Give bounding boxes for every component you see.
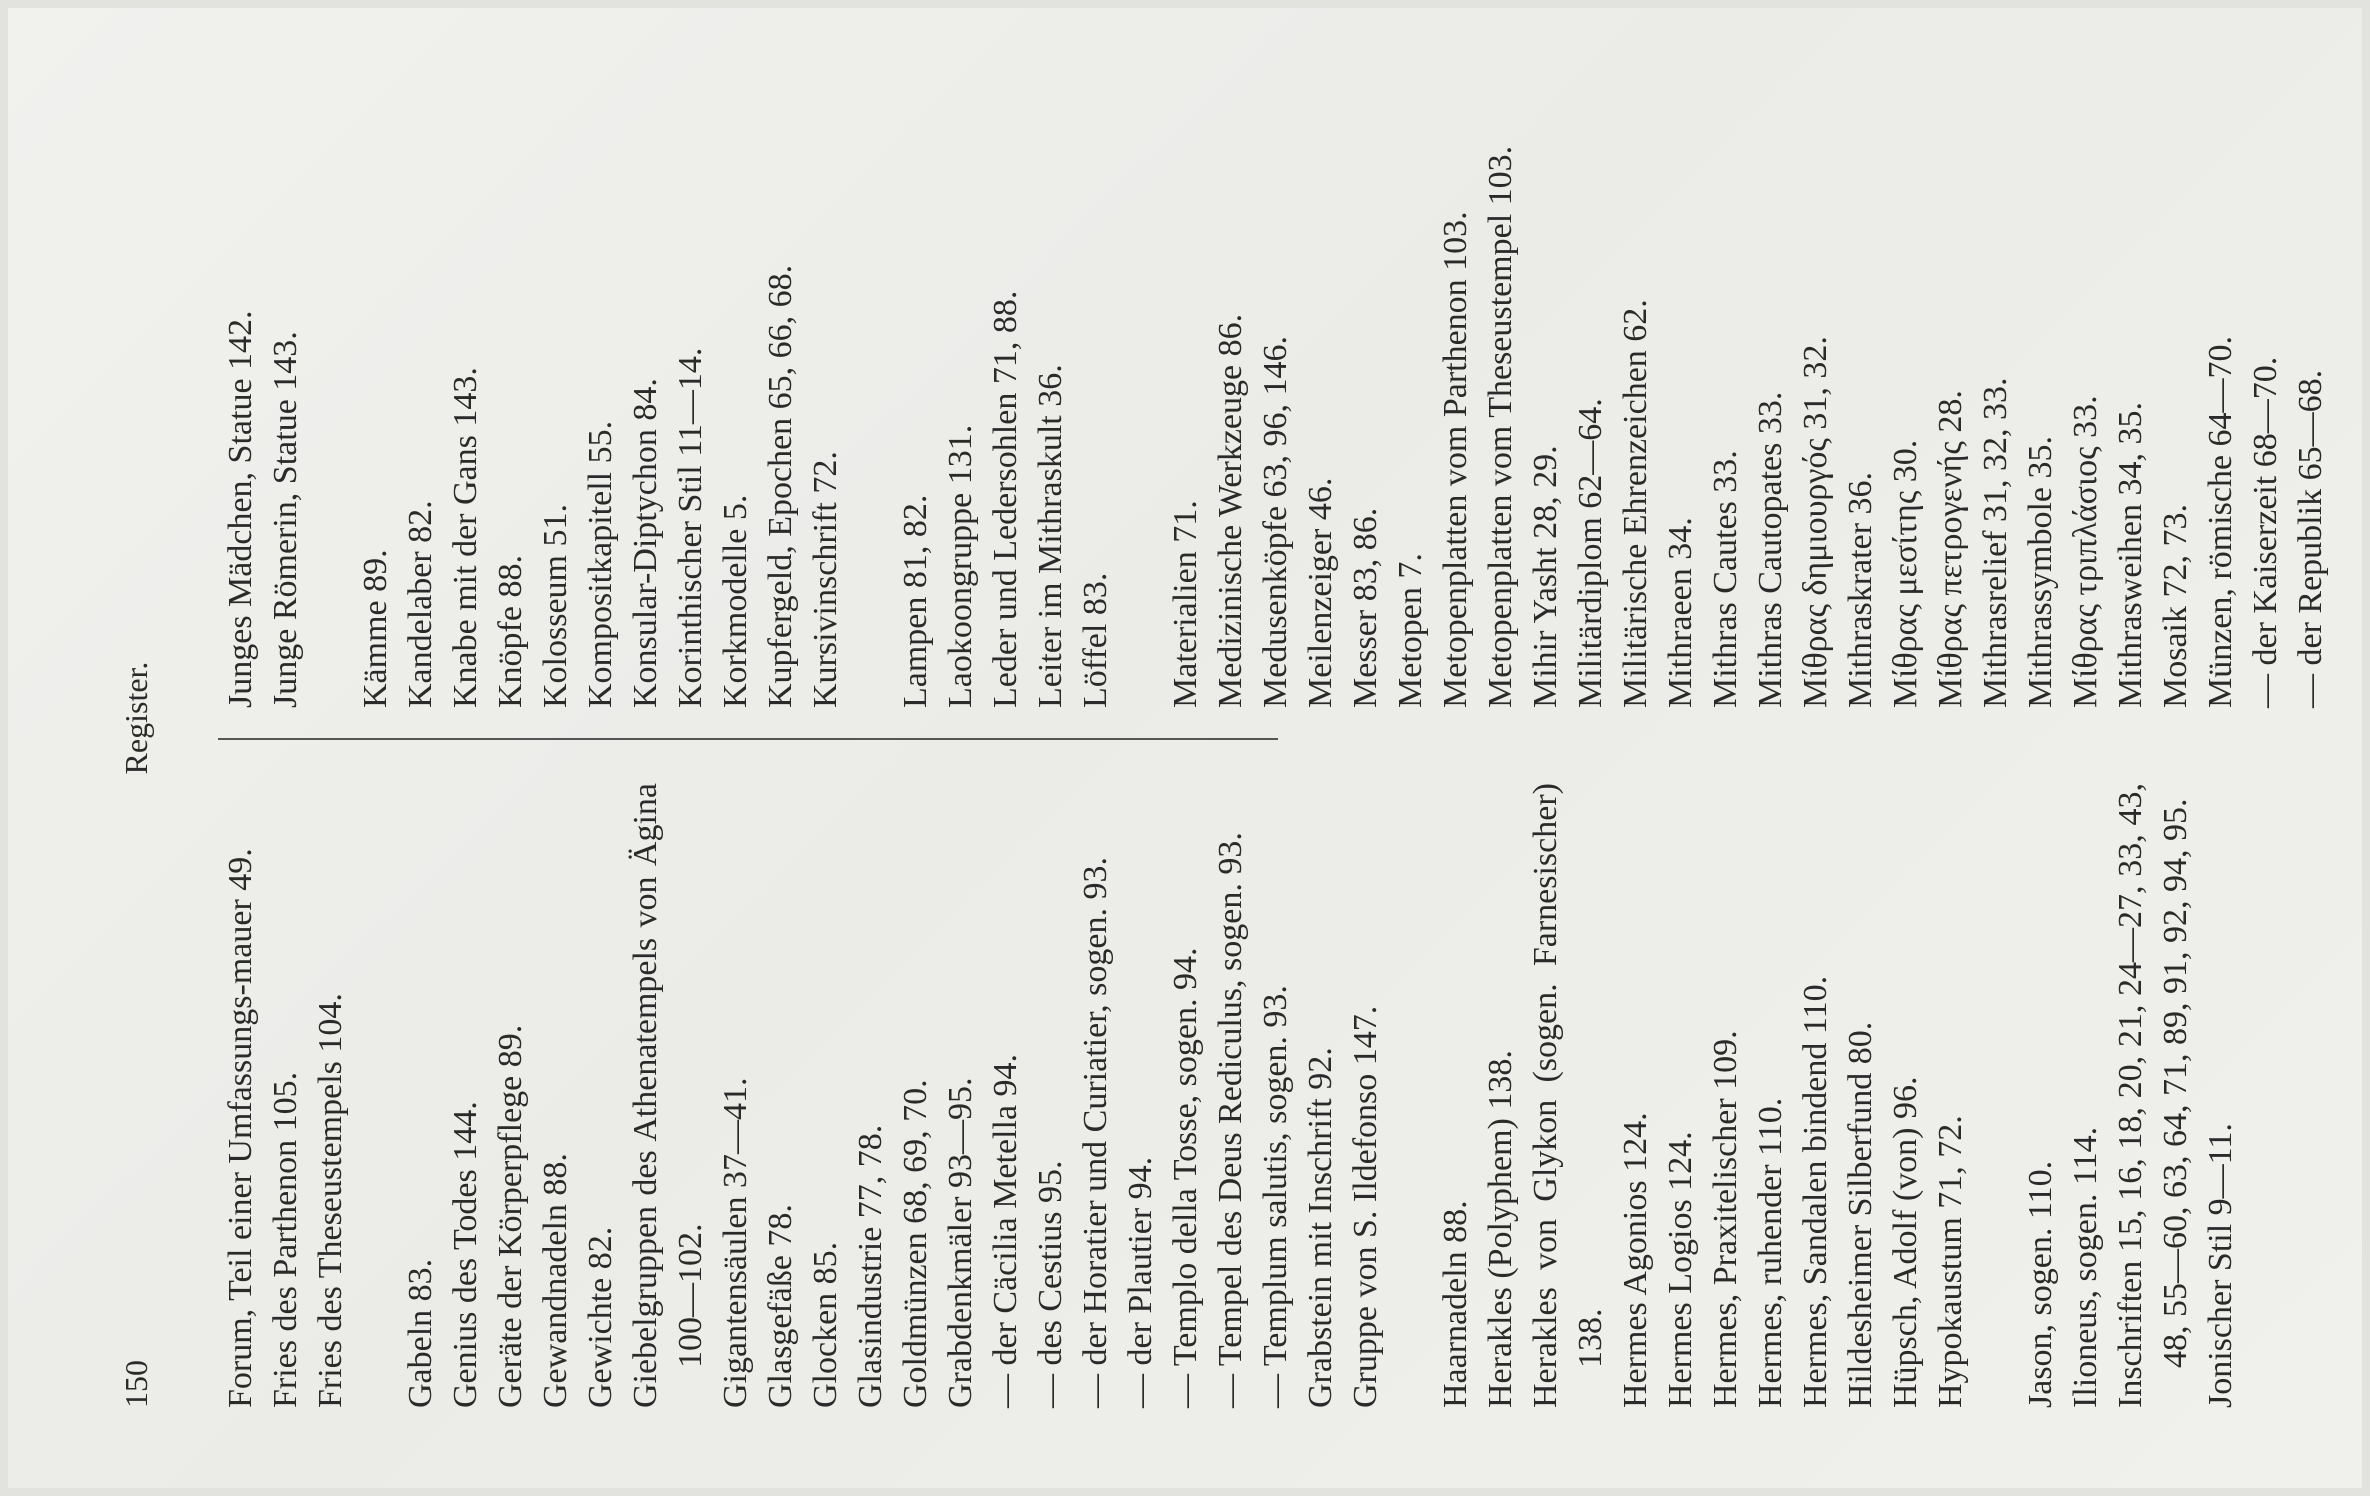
index-entry: Laokoongruppe 131. bbox=[942, 424, 979, 708]
section-gap bbox=[1973, 783, 2018, 1408]
index-entry: Kämme 89. bbox=[357, 549, 394, 708]
page-title: Register. bbox=[118, 661, 154, 775]
page-header bbox=[118, 28, 188, 1408]
index-entry: Mithras Cautes 33. bbox=[1707, 450, 1744, 708]
section-gap bbox=[353, 783, 398, 1408]
index-entry: — der Horatier und Curiatier, sogen. 93. bbox=[1077, 857, 1114, 1408]
index-entry: Löffel 83. bbox=[1077, 572, 1114, 708]
index-entry: Giebelgruppen des Athenatempels von Ägina 100—102. bbox=[627, 783, 709, 1408]
scanned-page bbox=[8, 8, 2362, 1488]
index-entry: Junges Mädchen, Statue 142. bbox=[222, 310, 259, 708]
index-entry: Hypokaustum 71, 72. bbox=[1932, 1115, 1969, 1408]
index-entry: Kupfergeld, Epochen 65, 66, 68. bbox=[762, 264, 799, 708]
index-entry: Μίθρας μεσίτης 30. bbox=[1887, 439, 1924, 708]
index-entry: Mithraskrater 36. bbox=[1842, 471, 1879, 708]
index-entry: Leiter im Mithraskult 36. bbox=[1032, 364, 1069, 708]
index-entry: Hüpsch, Adolf (von) 96. bbox=[1887, 1076, 1924, 1408]
index-entry: Mosaik 72, 73. bbox=[2157, 504, 2194, 708]
index-entry: — Templum salutis, sogen. 93. bbox=[1257, 985, 1294, 1408]
index-entry: Grabstein mit Inschrift 92. bbox=[1302, 1047, 1339, 1408]
index-entry: — der Cäcilia Metella 94. bbox=[987, 1053, 1024, 1408]
index-entry: Kandelaber 82. bbox=[402, 500, 439, 708]
index-entry: Knöpfe 88. bbox=[492, 555, 529, 708]
index-entry: Militärische Ehrenzeichen 62. bbox=[1617, 299, 1654, 708]
index-entry: Gewichte 82. bbox=[582, 1226, 619, 1408]
index-entry: Mithrasrelief 31, 32, 33. bbox=[1977, 377, 2014, 708]
index-entry: Medusenköpfe 63, 96, 146. bbox=[1257, 335, 1294, 708]
index-entry: Materialien 71. bbox=[1167, 500, 1204, 708]
index-entry: Gabeln 83. bbox=[402, 1258, 439, 1408]
index-entry: Metopenplatten vom Theseustempel 103. bbox=[1482, 145, 1519, 708]
index-entry: Mithras Cautopates 33. bbox=[1752, 391, 1789, 708]
index-entry: Geräte der Körperpflege 89. bbox=[492, 1024, 529, 1408]
index-entry: Μίθρας πετρογενής 28. bbox=[1932, 390, 1969, 708]
index-entry: Mithraeen 34. bbox=[1662, 517, 1699, 708]
section-gap bbox=[1118, 83, 1163, 708]
section-gap bbox=[1388, 783, 1433, 1408]
index-entry: Konsular-Diptychon 84. bbox=[627, 378, 664, 708]
index-entry: Genius des Todes 144. bbox=[447, 1101, 484, 1408]
index-entry: — der Republik 65—68. bbox=[2292, 369, 2329, 708]
index-entry: — Templo della Tosse, sogen. 94. bbox=[1167, 947, 1204, 1408]
index-entry: Hermes Logios 124. bbox=[1662, 1131, 1699, 1408]
index-entry: Jason, sogen. 110. bbox=[2022, 1160, 2059, 1408]
index-entry: Militärdiplom 62—64. bbox=[1572, 398, 1609, 708]
index-entry: Korinthischer Stil 11—14. bbox=[672, 347, 709, 708]
index-entry: Medizinische Werkzeuge 86. bbox=[1212, 313, 1249, 708]
index-entry: Hermes, ruhender 110. bbox=[1752, 1097, 1789, 1408]
index-entry: Lampen 81, 82. bbox=[897, 494, 934, 708]
index-entry: Grabdenkmäler 93—95. bbox=[942, 1077, 979, 1408]
index-entry: Ilioneus, sogen. 114. bbox=[2067, 1126, 2104, 1408]
index-entry: Metopen 7. bbox=[1392, 553, 1429, 708]
left-index-column bbox=[218, 783, 2243, 1408]
index-entry: Fries des Theseustempels 104. bbox=[312, 993, 349, 1408]
index-entry: Münzen, römische 64—70. bbox=[2202, 335, 2239, 708]
index-entry: Metopenplatten vom Parthenon 103. bbox=[1437, 211, 1474, 708]
index-entry: Hermes Agonios 124. bbox=[1617, 1112, 1654, 1408]
index-entry: Messer 83, 86. bbox=[1347, 507, 1384, 708]
section-gap bbox=[308, 83, 353, 708]
column-divider bbox=[218, 738, 1278, 740]
index-entry: Knabe mit der Gans 143. bbox=[447, 367, 484, 708]
index-entry: Haarnadeln 88. bbox=[1437, 1200, 1474, 1408]
index-entry: — der Kaiserzeit 68—70. bbox=[2247, 356, 2284, 708]
index-entry: Junge Römerin, Statue 143. bbox=[267, 331, 304, 708]
index-entry: Jonischer Stil 9—11. bbox=[2202, 1123, 2239, 1408]
index-entry: Glocken 85. bbox=[807, 1241, 844, 1408]
index-entry: Fries des Parthenon 105. bbox=[267, 1071, 304, 1408]
index-entry: Hermes, Praxitelischer 109. bbox=[1707, 1030, 1744, 1408]
index-entry: — des Cestius 95. bbox=[1032, 1160, 1069, 1408]
index-entry: Glasgefäße 78. bbox=[762, 1204, 799, 1408]
index-entry: Gewandnadeln 88. bbox=[537, 1153, 574, 1408]
index-entry: Kursivinschrift 72. bbox=[807, 451, 844, 708]
section-gap bbox=[848, 83, 893, 708]
rotated-register-page bbox=[118, 28, 2338, 1408]
index-entry: Meilenzeiger 46. bbox=[1302, 477, 1339, 708]
page-number: 150 bbox=[118, 1360, 154, 1408]
index-entry: Gigantensäulen 37—41. bbox=[717, 1077, 754, 1408]
index-entry: Kolosseum 51. bbox=[537, 504, 574, 708]
index-entry: Μίθρας δημιουργός 31, 32. bbox=[1797, 336, 1834, 708]
index-entry: Kompositkapitell 55. bbox=[582, 420, 619, 708]
index-entry: Glasindustrie 77, 78. bbox=[852, 1124, 889, 1408]
index-entry: Goldmünzen 68, 69, 70. bbox=[897, 1079, 934, 1408]
index-entry: — Tempel des Deus Rediculus, sogen. 93. bbox=[1212, 832, 1249, 1408]
index-entry: Inschriften 15, 16, 18, 20, 21, 24—27, 33, 43, 48, 55—60, 63, 64, 71, 89, 91, 92, 94, 95. bbox=[2112, 783, 2194, 1408]
index-entry: Gruppe von S. Ildefonso 147. bbox=[1347, 1005, 1384, 1408]
index-entry: Hermes, Sandalen bindend 110. bbox=[1797, 975, 1834, 1408]
index-entry: Μίθρας τριπλάσιος 33. bbox=[2067, 395, 2104, 708]
index-entry: Forum, Teil einer Umfassungs-mauer 49. bbox=[222, 848, 259, 1408]
right-index-column bbox=[218, 83, 2333, 708]
index-entry: Herakles von Glykon (sogen. Farnesischer) 138. bbox=[1527, 783, 1609, 1408]
index-entry: Mithrassymbole 35. bbox=[2022, 436, 2059, 708]
index-entry: — der Plautier 94. bbox=[1122, 1156, 1159, 1408]
index-entry: Mihir Yasht 28, 29. bbox=[1527, 445, 1564, 708]
index-entry: Herakles (Polyphem) 138. bbox=[1482, 1050, 1519, 1408]
index-entry: Hildesheimer Silberfund 80. bbox=[1842, 1021, 1879, 1408]
index-entry: Korkmodelle 5. bbox=[717, 494, 754, 708]
index-entry: Leder und Ledersohlen 71, 88. bbox=[987, 290, 1024, 708]
index-entry: Mithrasweihen 34, 35. bbox=[2112, 402, 2149, 708]
